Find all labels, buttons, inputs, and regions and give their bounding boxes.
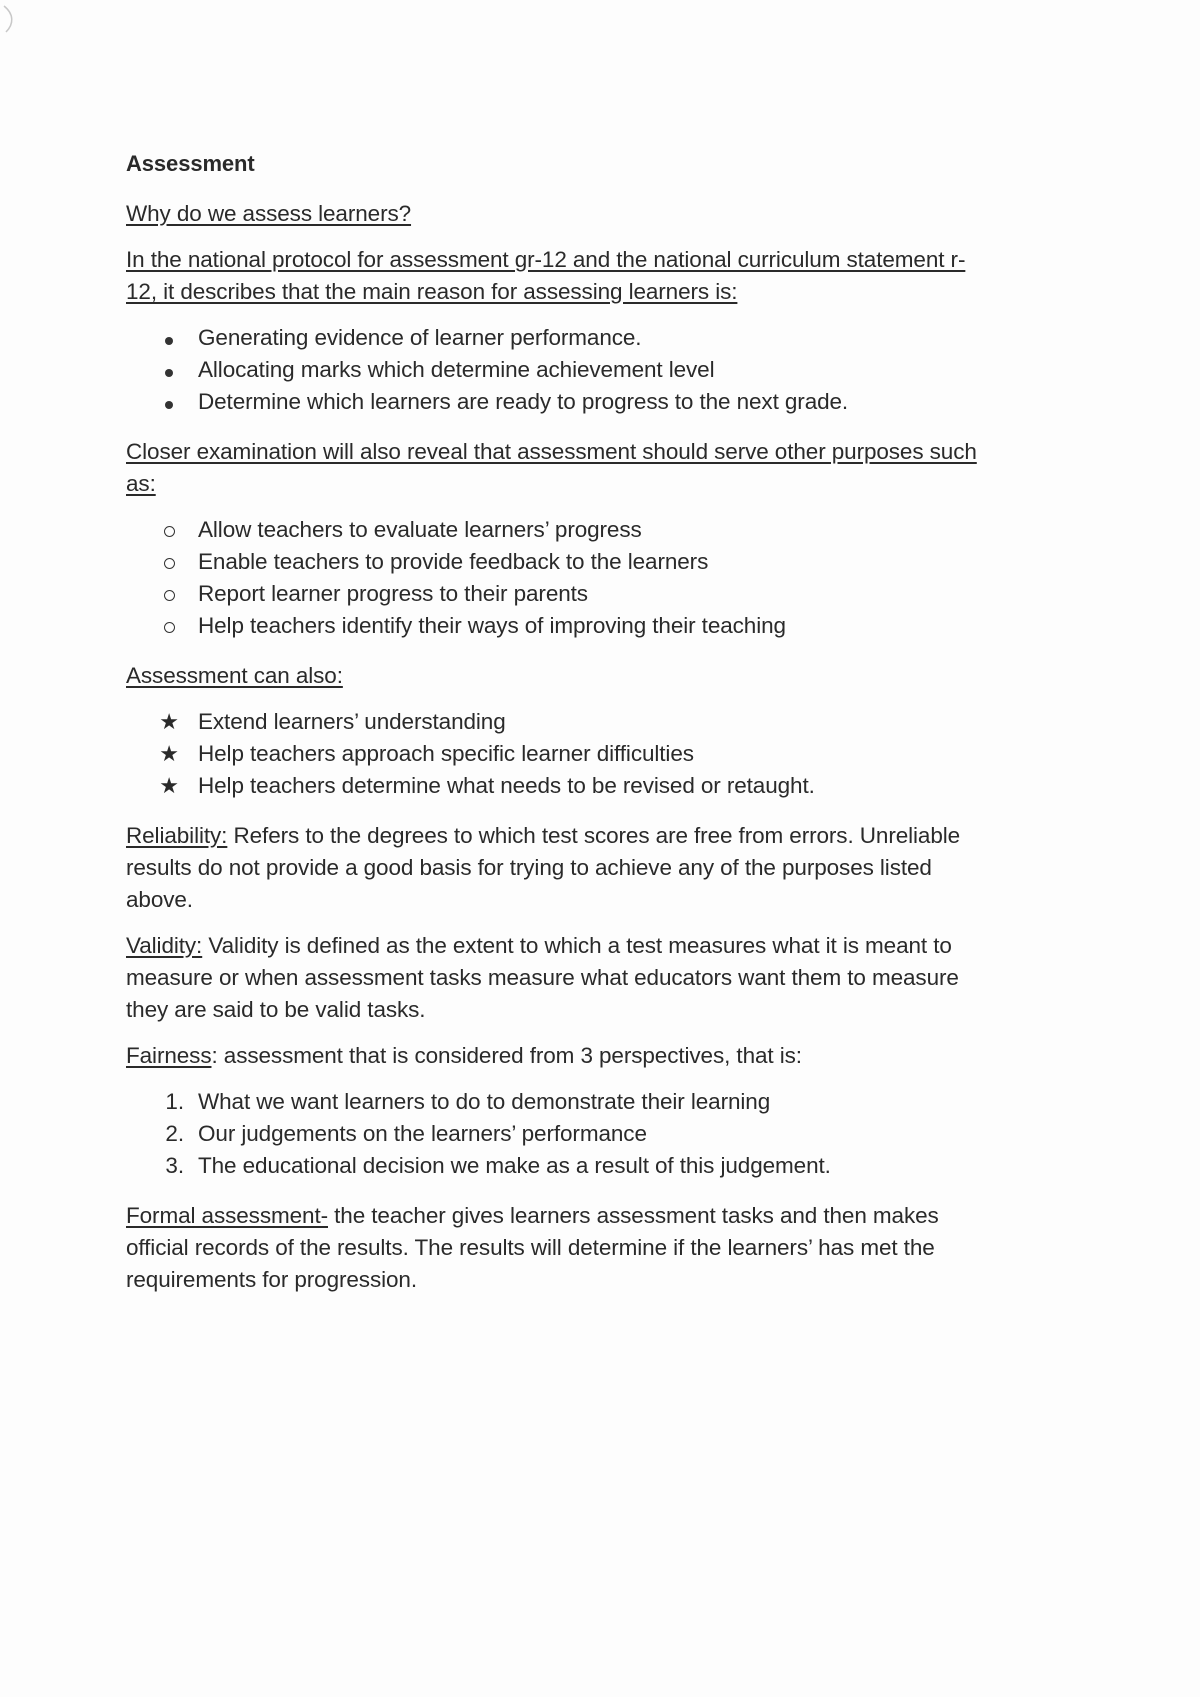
fairness-term: Fairness [126,1043,212,1068]
closer-line-2: as: [126,471,156,496]
bullet-circle-icon [154,578,184,610]
intro-line-1: In the national protocol for assessment gr-12 and the national curriculum statement r- [126,247,966,272]
section-heading-why: Why do we assess learners? [126,201,412,226]
main-reasons-list [126,322,1056,418]
list-item: Determine which learners are ready to progress to the next grade. [126,386,1056,418]
formal-assessment-term: Formal assessment- [126,1203,328,1228]
list-item: ★ Help teachers determine what needs to be revised or retaught. [126,770,1056,802]
intro-line-2: 12, it describes that the main reason for assessing learners is: [126,279,738,304]
list-item: Generating evidence of learner performance. [126,322,1056,354]
list-number: 1. [165,1089,184,1114]
bullet-dot-icon [154,354,184,386]
closer-examination-heading [126,436,1056,500]
bullet-star-icon: ★ [159,773,179,798]
assessment-can-also-heading: Assessment can also: [126,663,343,688]
validity-term: Validity: [126,933,203,958]
reliability-paragraph: Reliability: Refers to the degrees to which test scores are free from errors. Unreliable results do not provide a good basis for trying to achieve any of the purposes listed above. [126,823,961,912]
bullet-star-icon: ★ [159,741,179,766]
closer-line-1: Closer examination will also reveal that assessment should serve other purposes such [126,439,977,464]
list-number: 2. [165,1121,184,1146]
list-item: Report learner progress to their parents [126,578,1056,610]
reliability-term: Reliability: [126,823,228,848]
list-item: 1. What we want learners to do to demonstrate their learning [126,1086,1056,1118]
list-item: 3. The educational decision we make as a result of this judgement. [126,1150,1056,1182]
bullet-circle-icon [154,546,184,578]
list-item: Allocating marks which determine achievement level [126,354,1056,386]
list-item: ★ Help teachers approach specific learner difficulties [126,738,1056,770]
list-item: ★ Extend learners’ understanding [126,706,1056,738]
fairness-paragraph: Fairness: assessment that is considered from 3 perspectives, that is: [126,1043,802,1068]
document-title: Assessment [126,151,255,176]
fairness-perspectives-list [126,1086,1056,1182]
list-item: Allow teachers to evaluate learners’ progress [126,514,1056,546]
bullet-circle-icon [154,514,184,546]
document-body [126,148,1056,1310]
intro-paragraph [126,244,1056,308]
formal-assessment-paragraph: Formal assessment- the teacher gives learners assessment tasks and then makes official records of the results. The results will determine if the learners’ has met the requirements for progression. [126,1203,939,1292]
list-number: 3. [165,1153,184,1178]
list-item: Help teachers identify their ways of improving their teaching [126,610,1056,642]
other-purposes-list [126,514,1056,642]
bullet-star-icon: ★ [159,709,179,734]
bullet-dot-icon [154,386,184,418]
list-item: 2. Our judgements on the learners’ performance [126,1118,1056,1150]
can-also-list [126,706,1056,802]
validity-paragraph: Validity: Validity is defined as the extent to which a test measures what it is meant to measure or when assessment tasks measure what educators want them to measure they are said to be valid tasks. [126,933,959,1022]
scan-artifact-mark [0,0,30,40]
bullet-dot-icon [154,322,184,354]
list-item: Enable teachers to provide feedback to the learners [126,546,1056,578]
bullet-circle-icon [154,610,184,642]
